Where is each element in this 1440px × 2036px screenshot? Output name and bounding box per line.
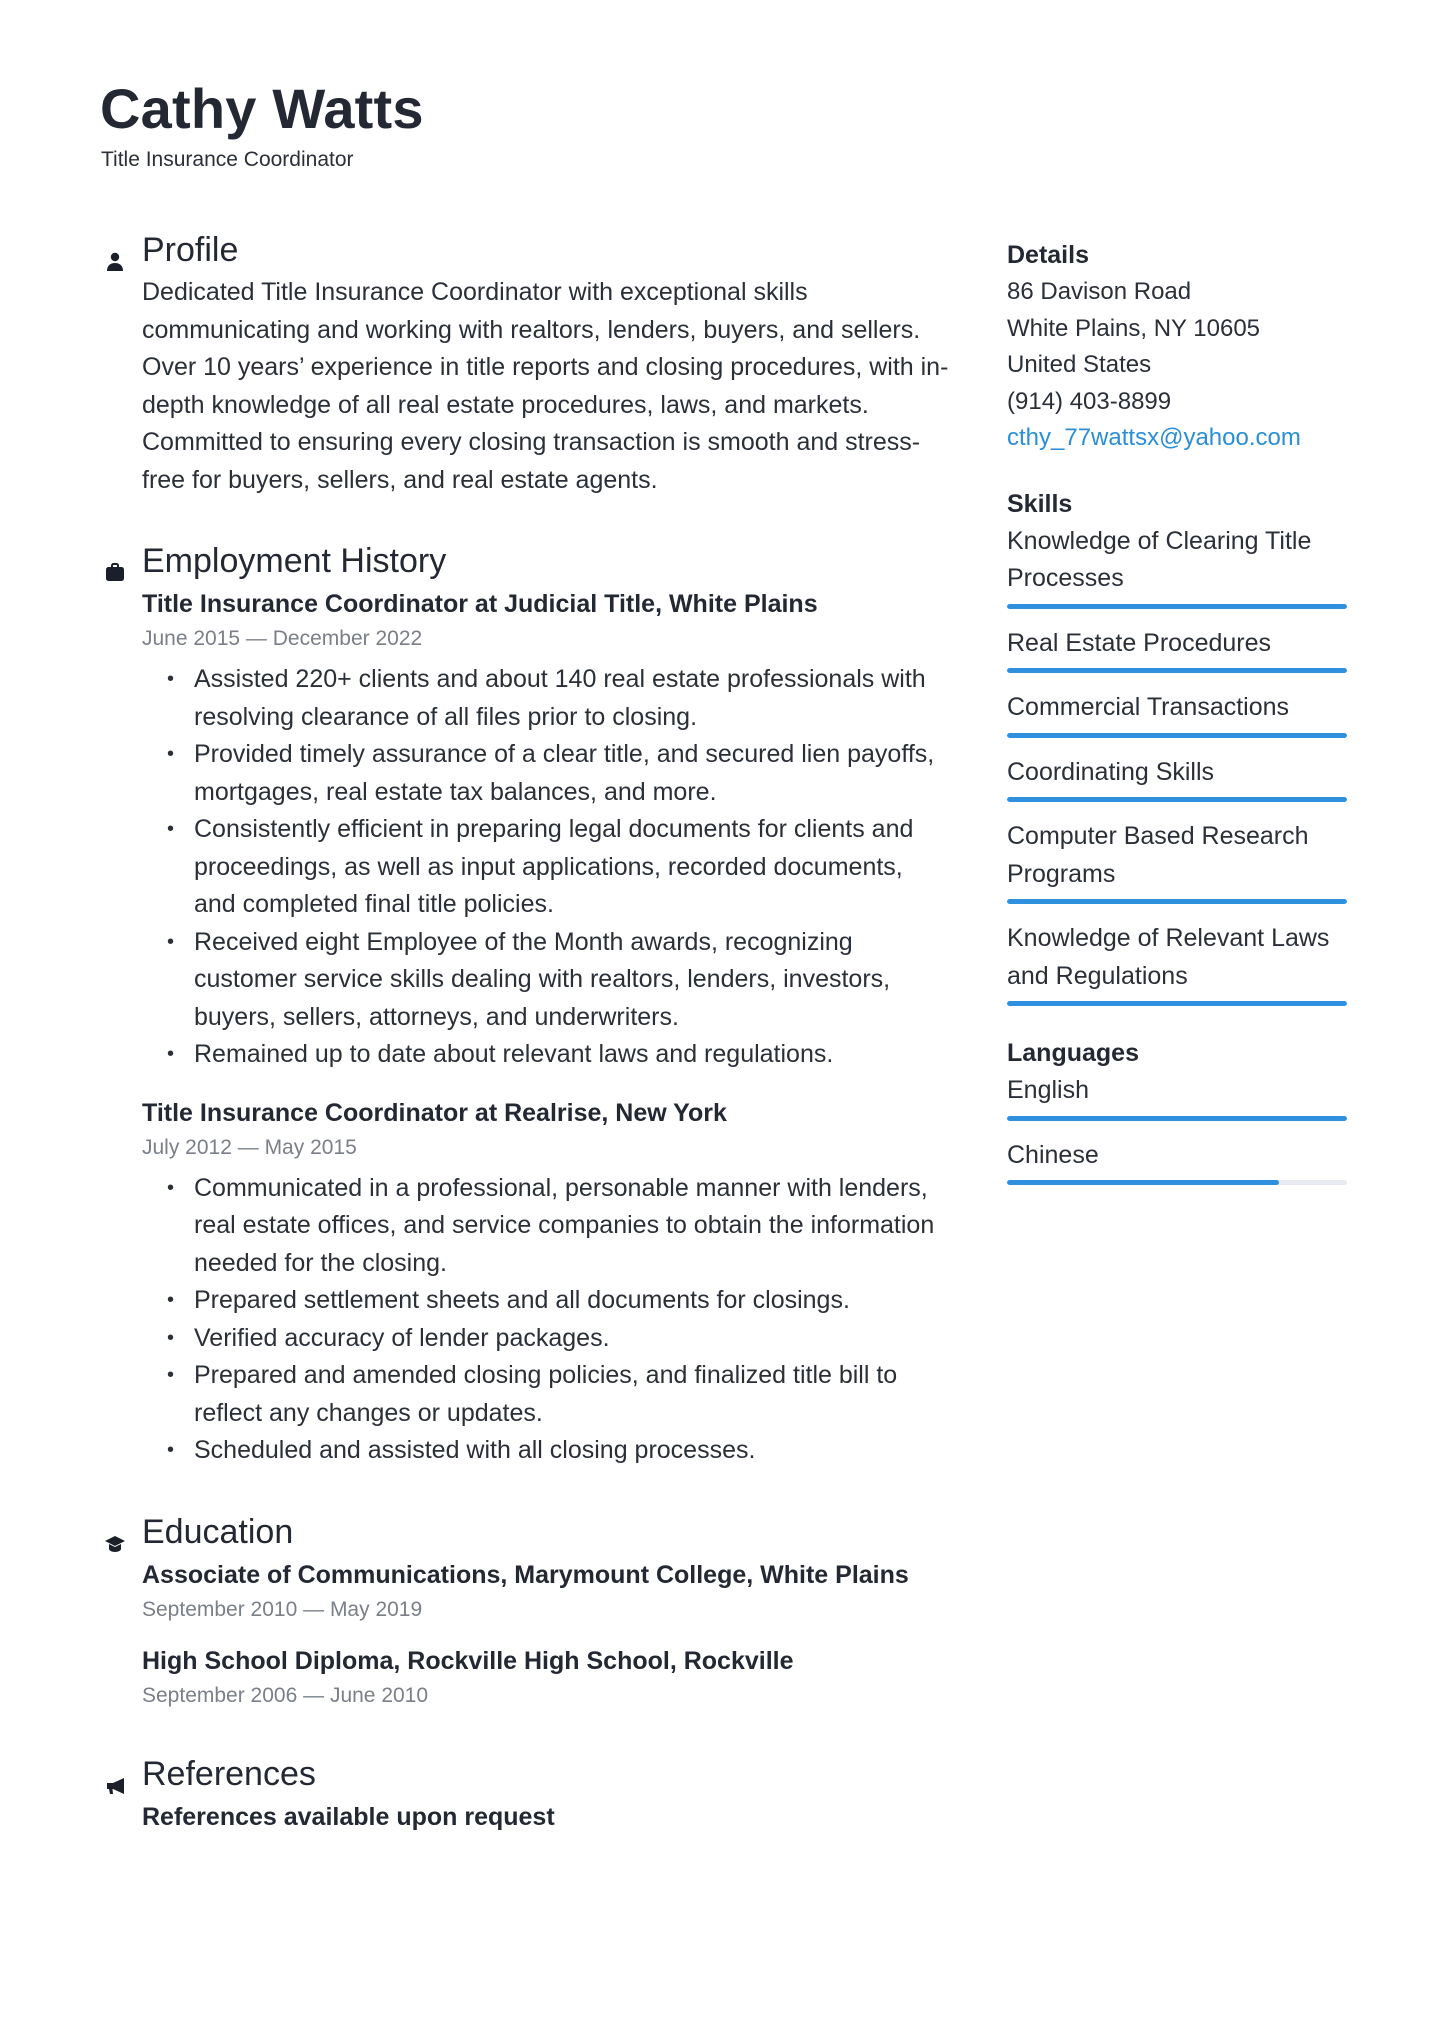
megaphone-icon — [104, 1764, 126, 1786]
degree-title: Associate of Communications, Marymount College, White Plains — [142, 1561, 909, 1590]
education-entry — [142, 1642, 950, 1712]
skill-item — [1007, 754, 1347, 803]
bullet-item: • Communicated in a professional, personable manner with lenders, real estate offices, and service companies to obtain the information needed for the closing. — [194, 1170, 942, 1283]
details-heading: Details — [1007, 241, 1089, 269]
job-dates: June 2015 — December 2022 — [142, 627, 423, 651]
job-bullets — [142, 1170, 942, 1470]
bullet-item: • Scheduled and assisted with all closing processes. — [194, 1432, 942, 1470]
education-dates: September 2010 — May 2019 — [142, 1598, 423, 1622]
language-level-bar — [1007, 1116, 1347, 1121]
address-line-1: 86 Davison Road — [1007, 278, 1192, 305]
skill-level-bar — [1007, 733, 1347, 738]
bullet-item: • Consistently efficient in preparing legal documents for clients and proceedings, as well as input applications, recorded documents, and completed final title policies. — [194, 811, 942, 924]
education-heading: Education — [142, 1510, 950, 1554]
profile-section — [100, 228, 950, 499]
skill-name: Commercial Transactions — [1007, 693, 1290, 721]
skill-name: Coordinating Skills — [1007, 757, 1215, 786]
languages-heading: Languages — [1007, 1039, 1139, 1067]
address-line-2: White Plains, NY 10605 — [1007, 314, 1261, 342]
language-level-bar — [1007, 1180, 1347, 1185]
email-link[interactable]: cthy_77wattsx@yahoo.com — [1007, 424, 1301, 451]
skill-name: Computer Based Research Programs — [1007, 822, 1309, 888]
main-column — [100, 228, 950, 1836]
references-heading: References — [142, 1752, 950, 1796]
skill-item — [1007, 818, 1347, 904]
degree-title: High School Diploma, Rockville High School, Rockville — [142, 1647, 794, 1676]
education-entry — [142, 1556, 950, 1626]
candidate-name: Cathy Watts — [100, 77, 424, 140]
skill-item — [1007, 625, 1347, 674]
bullet-item: • Prepared and amended closing policies, and finalized title bill to reflect any changes or updates. — [194, 1357, 942, 1432]
job-title: Title Insurance Coordinator at Realrise, New York — [142, 1098, 727, 1127]
skill-item — [1007, 920, 1347, 1006]
skill-level-bar — [1007, 1001, 1347, 1006]
skill-level-bar — [1007, 797, 1347, 802]
briefcase-icon — [104, 551, 126, 573]
job-entry — [142, 585, 950, 1074]
profile-summary: Dedicated Title Insurance Coordinator with exceptional skills communicating and working with realtors, lenders, buyers, and sellers. Over 10 years’ experience in title reports and closing procedures, with in-depth knowledge of all real estate procedures, laws, and markets. Committed to ensuring every closing transaction is smooth and stress-free for buyers, sellers, and real estate agents. — [142, 278, 949, 494]
profile-heading: Profile — [142, 228, 950, 272]
education-dates: September 2006 — June 2010 — [142, 1684, 429, 1708]
education-section — [100, 1510, 950, 1712]
skill-item — [1007, 689, 1347, 738]
bullet-item: • Prepared settlement sheets and all documents for closings. — [194, 1282, 942, 1320]
person-icon — [104, 240, 126, 262]
languages-section — [1007, 1034, 1347, 1185]
skills-heading: Skills — [1007, 489, 1073, 518]
references-text: References available upon request — [142, 1803, 555, 1832]
skill-level-bar — [1007, 899, 1347, 904]
job-dates: July 2012 — May 2015 — [142, 1135, 357, 1159]
skill-item — [1007, 523, 1347, 609]
country: United States — [1007, 351, 1152, 378]
skill-level-bar — [1007, 604, 1347, 609]
language-name: English — [1007, 1076, 1089, 1104]
skill-name: Knowledge of Clearing Title Processes — [1007, 526, 1312, 592]
language-item — [1007, 1072, 1347, 1121]
candidate-title: Title Insurance Coordinator — [101, 148, 354, 171]
bullet-item: • Remained up to date about relevant laws and regulations. — [194, 1036, 942, 1074]
skill-name: Real Estate Procedures — [1007, 628, 1272, 657]
job-entry — [142, 1094, 950, 1470]
sidebar-column — [1007, 236, 1347, 1201]
graduation-cap-icon — [104, 1522, 126, 1544]
employment-section — [100, 539, 950, 1470]
skills-section — [1007, 485, 1347, 1007]
bullet-item: • Assisted 220+ clients and about 140 real estate professionals with resolving clearance of all files prior to closing. — [194, 661, 942, 736]
skill-name: Knowledge of Relevant Laws and Regulations — [1007, 924, 1330, 990]
skill-level-bar — [1007, 668, 1347, 673]
language-name: Chinese — [1007, 1140, 1099, 1169]
bullet-item: • Received eight Employee of the Month awards, recognizing customer service skills dealing with realtors, lenders, investors, buyers, sellers, attorneys, and underwriters. — [194, 924, 942, 1037]
job-bullets — [142, 661, 942, 1074]
references-section — [100, 1752, 950, 1836]
bullet-item: • Verified accuracy of lender packages. — [194, 1320, 942, 1358]
bullet-item: • Provided timely assurance of a clear title, and secured lien payoffs, mortgages, real estate tax balances, and more. — [194, 736, 942, 811]
language-item — [1007, 1137, 1347, 1186]
job-title: Title Insurance Coordinator at Judicial Title, White Plains — [142, 590, 818, 619]
phone: (914) 403-8899 — [1007, 387, 1172, 415]
employment-heading: Employment History — [142, 539, 950, 583]
details-section — [1007, 236, 1347, 457]
